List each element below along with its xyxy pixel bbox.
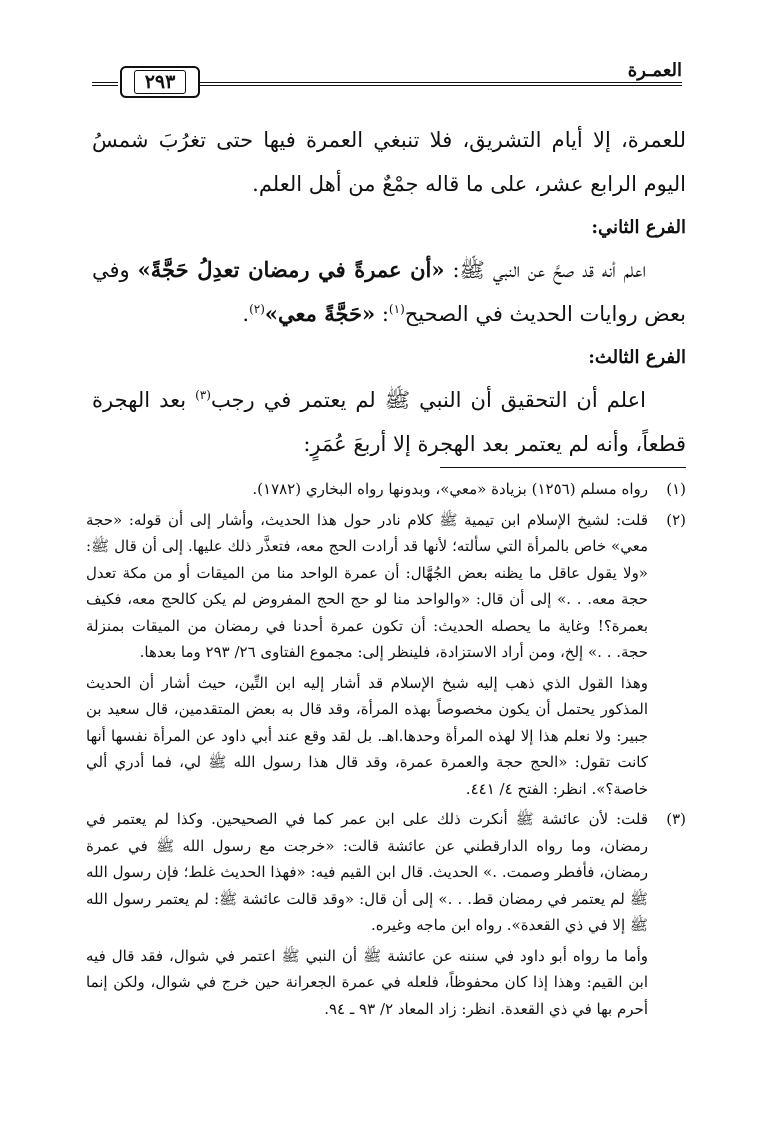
footnote-text: وهذا القول الذي ذهب إليه شيخ الإسلام قد أشار إليه ابن التِّين، حيث أشار أن الحديث المذكور يحتمل أن يكون مخصوصاً بهذه المرأة، وقد قال به بعض المتقدمين، قال سعيد بن جبير: ولا نعلم هذا إلا لهذه المرأة وحدها.اهـ. بل لقد وقع عند أبي داود عن المرأة نفسها أنها كانت تقول: «الحج حجة والعمرة عمرة، وقد قال هذا رسول الله ﷺ لي، فما أدري ألي خاصة؟». انظر: الفتح ٤/ ٤٤١.	[86, 673, 649, 798]
footnote-2	[86, 507, 686, 803]
footnote-text: قلت: لأن عائشة ﷺ أنكرت ذلك على ابن عمر كما في الصحيحين. وكذا لم يعتمر في رمضان، وما رواه الدارقطني عن عائشة قالت: «خرجت مع رسول الله ﷺ في عمرة رمضان، فأفطر وصمت. .» الحديث. قال ابن القيم فيه: «فهذا الحديث غلط؛ فإن رسول الله ﷺ لم يعتمر في رمضان قط. . .» إلى أن قال: «وقد قالت عائشة ﷺ: لم يعتمر رسول الله ﷺ إلا في ذي القعدة». رواه ابن ماجه وغيره.	[86, 810, 648, 934]
footnote-body	[86, 806, 648, 1022]
page-number-frame	[120, 66, 200, 98]
footnote-3	[86, 806, 686, 1022]
running-title: العمـرة	[627, 60, 682, 81]
hadith-quote-1: «أن عمرةً في رمضان تعدِلُ حَجَّةً»	[137, 257, 445, 282]
paragraph-3	[92, 378, 686, 466]
footnotes	[86, 476, 686, 1022]
footnote-number: (٣)	[666, 810, 686, 828]
p2-text-b: وفي بعض روايات الحديث في الصحيح	[92, 258, 686, 326]
footnote-ref-3: (٣)	[195, 388, 211, 402]
main-text	[92, 118, 686, 466]
paragraph-2	[92, 248, 686, 336]
footnote-text: قلت: لشيخ الإسلام ابن تيمية ﷺ كلام نادر حول هذا الحديث، وأشار إلى أن قوله: «حجة معي» خاص بالمرأة التي سألته؛ لأنها قد أرادت الحج معه، فتعذَّر ذلك عليها. إلى أن قال ﷺ: «ولا يقول عاقل ما يظنه بعض الجُهَّال: أن عمرة الواحد منا من الميقات أو من مكة تعدل حجة معه. . .» إلى أن قال: «والواحد منا لو حج الحج المفروض لم يكن كالحج معه، فكيف بعمرة؟! وغاية ما يحصله الحديث: أن تكون عمرة أحدنا في رمضان من الميقات بمنزلة حجة. . .» إلخ، ومن أراد الاستزادة، فلينظر إلى: مجموع الفتاوى ٢٦/ ٢٩٣ وما بعدها.	[86, 510, 648, 661]
footnote-ref-1: (١)	[388, 302, 405, 316]
hadith-quote-2: «حَجَّةً معي»	[264, 301, 376, 326]
footnote-text: رواه مسلم (١٢٥٦) بزيادة «معي»، وبدونها رواه البخاري (١٧٨٢).	[252, 480, 648, 498]
p3-text-b: بعد الهجرة قطعاً، وأنه لم يعتمر بعد الهجرة إلا أربعَ عُمَرٍ:	[92, 388, 686, 456]
p2-text-d: .	[242, 302, 250, 326]
page-header	[92, 58, 682, 102]
footnote-1	[86, 476, 686, 503]
page-number: ٢٩٣	[134, 70, 187, 94]
footnote-text: وأما ما رواه أبو داود في سننه عن عائشة ﷺ أن النبي ﷺ اعتمر في شوال، فقد قال فيه ابن القيم: وهذا إذا كان محفوظاً، فلعله في عمرة الجعرانة حين خرج في شوال، ولكن إنما أحرم بها في ذي القعدة. انظر: زاد المعاد ٢/ ٩٣ ـ ٩٤.	[86, 946, 648, 1018]
section-heading-2: الفرع الثاني:	[591, 217, 686, 238]
p2-text-c: :	[375, 302, 389, 326]
p2-text-a: اعلم أنه قد صحَّ عن النبي ﷺ:	[444, 258, 647, 282]
footnote-ref-2: (٢)	[249, 302, 265, 316]
footnote-body	[86, 507, 648, 803]
header-rule-right	[200, 82, 682, 86]
footnote-separator	[440, 467, 686, 468]
section-heading-3: الفرع الثالث:	[588, 347, 686, 368]
paragraph-1: للعمرة، إلا أيام التشريق، فلا تنبغي العمرة فيها حتى تغرُبَ شمسُ اليوم الرابع عشر، على ما قاله جمْعٌ من أهل العلم.	[92, 128, 686, 196]
header-rule-left	[92, 82, 118, 86]
footnote-number: (١)	[666, 480, 686, 498]
p3-text-a: اعلم أن التحقيق أن النبي ﷺ لم يعتمر في رجب	[210, 388, 646, 412]
footnote-number: (٢)	[666, 510, 686, 529]
footnote-body	[86, 476, 648, 503]
